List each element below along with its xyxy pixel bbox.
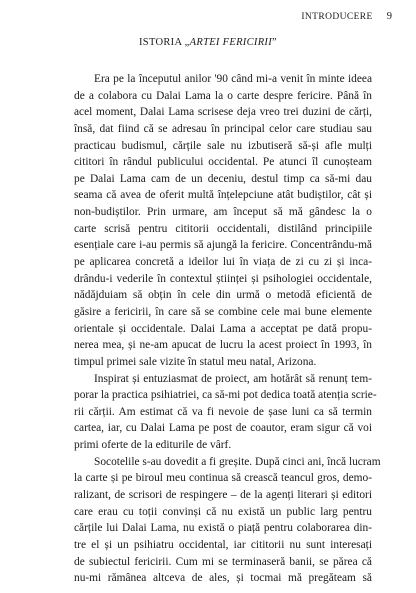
text-line: cartea, iar, cu Dalai Lama pe post de coautor, eram sigur că voi — [74, 422, 372, 435]
paragraph — [74, 71, 372, 371]
text-line: esențiale care i-au permis să ajungă la fericire. Concentrându-mă — [74, 239, 372, 252]
text-line: însă, dat fiind că se adresau în principal celor care studiau sau — [74, 122, 372, 135]
section-title — [0, 37, 416, 48]
text-line: nerea mea, și ne-am apucat de lucru la acest proiect în 1993, în — [74, 339, 372, 352]
text-line: cărțile lui Dalai Lama, nu există o piață pentru colaborarea din- — [74, 522, 372, 535]
text-line: acel moment, Dalai Lama scrisese deja vreo trei duzini de cărți, — [74, 106, 372, 119]
running-head — [301, 11, 392, 22]
text-line: nu-mi rămânea altceva de ales, și tocmai mă pregăteam să — [74, 572, 372, 585]
section-title-suffix: ” — [272, 37, 277, 48]
text-line: porar la practica psihiatriei, ca să-mi pot dedica toată atenția scrie- — [74, 389, 377, 402]
text-line: timpul primei sale vizite în statul meu natal, Arizona. — [74, 355, 317, 368]
text-line: de subiectul fericirii. Cum mi se terminaseră banii, se părea că — [74, 555, 372, 568]
page-number: 9 — [386, 11, 392, 22]
text-line: care erau cu toții convinși că nu există un public larg pentru — [74, 505, 372, 518]
body-text — [74, 71, 381, 587]
text-line: practicau budismul, cărțile sale nu izbutiseră să-și afle mulți — [74, 139, 372, 152]
text-line: primi oferte de la editurile de vârf. — [74, 439, 232, 452]
text-line: orientale și occidentale. Dalai Lama a acceptat pe dată propu- — [74, 322, 372, 335]
section-title-prefix: ISTORIA „ — [139, 37, 190, 48]
text-line: pe aplicarea concretă a ideilor lui în viața de zi cu zi și inca- — [74, 256, 372, 269]
text-line: seama că avea de oferit multă înțelepciune atât budiștilor, cât și — [74, 189, 372, 202]
text-line: nădăjduiam să obțin în cele din urmă o metodă eficientă de — [74, 289, 372, 302]
paragraph — [74, 454, 381, 587]
text-line: de a colabora cu Dalai Lama la o carte despre fericire. Până în — [74, 89, 372, 102]
text-line: Socotelile s-au dovedit a fi greșite. După cinci ani, încă lucram — [94, 455, 381, 468]
text-line: Era pe la începutul anilor '90 când mi-a venit în minte ideea — [94, 73, 372, 85]
text-line: cititori în rândul publicului occidental. Pe atunci îl cunoșteam — [74, 156, 372, 169]
paragraph — [74, 371, 377, 454]
text-line: pe Dalai Lama cam de un deceniu, destul timp ca să-mi dau — [74, 172, 372, 185]
text-line: non-budiștilor. Prin urmare, am început să mă gândesc la o — [74, 206, 372, 219]
running-title: INTRODUCERE — [301, 12, 373, 22]
text-line: ralizant, de scrisori de respingere – de la agenți literari și editori — [74, 489, 372, 502]
text-line: rii cărții. Am estimat că va fi nevoie de șase luni ca să termin — [74, 405, 372, 418]
section-title-emphasis: ARTEI FERICIRII — [189, 37, 273, 48]
text-line: drându-i vederile în contextul științei și psihologiei occidentale, — [74, 272, 372, 285]
text-line: tre el și un psihiatru occidental, iar cititorii nu sunt interesați — [74, 538, 372, 551]
text-line: la carte și pe biroul meu continua să crească teancul gros, demo- — [74, 472, 372, 485]
text-line: găsire a fericirii, în care să se combine cele mai bune elemente — [74, 305, 372, 318]
text-line: carte scrisă pentru cititorii occidentali, distilând principiile — [74, 222, 372, 235]
text-line: Inspirat și entuziasmat de proiect, am hotărât să renunț tem- — [94, 372, 372, 385]
